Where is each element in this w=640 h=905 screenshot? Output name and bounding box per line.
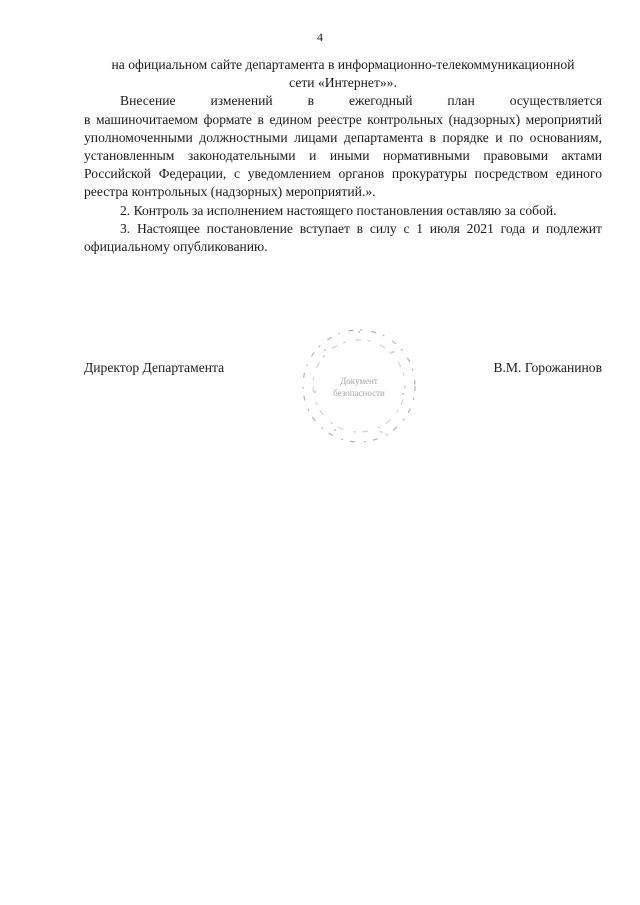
stamp-text-2: безопасности bbox=[333, 388, 385, 398]
paragraph-2-first-line: Внесение изменений в ежегодный план осуществляется bbox=[120, 93, 602, 109]
paragraph-3: 2. Контроль за исполнением настоящего постановления оставляю за собой. bbox=[120, 202, 557, 218]
paragraph-2-body: в машиночитаемом формате в едином реестре контрольных (надзорных) мероприятий уполномоченными должностными лицами департамента в порядке и по основаниям, установленным законодательными и иными нормативными правовыми актами Российской Федерации, с уведомлением органов прокуратуры посредством единого реестра контрольных (надзорных) мероприятий.». bbox=[84, 111, 602, 200]
signatory-name: В.М. Горожанинов bbox=[493, 360, 602, 375]
official-stamp bbox=[295, 322, 423, 450]
paragraph-1-line-2: сети «Интернет»». bbox=[289, 75, 397, 91]
paragraph-1-line-1: на официальном сайте департамента в информационно-телекоммуникационной bbox=[111, 57, 575, 72]
stamp-text-1: Документ bbox=[340, 376, 378, 386]
document-body bbox=[84, 56, 602, 256]
signatory-title: Директор Департамента bbox=[84, 360, 225, 375]
paragraph-4: 3. Настоящее постановление вступает в силу с 1 июля 2021 года и подлежит официальному опубликованию. bbox=[84, 220, 602, 255]
page-number: 4 bbox=[317, 30, 323, 44]
